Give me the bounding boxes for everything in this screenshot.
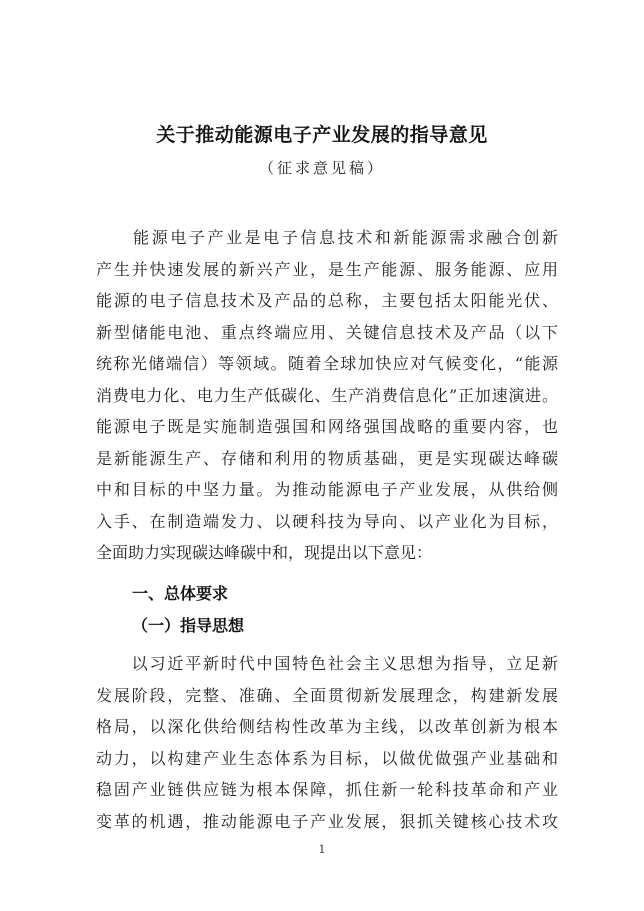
subsection-heading: （一）指导思想 xyxy=(132,616,245,635)
paragraph-line: 动力，以构建产业生态体系为目标，以做优做强产业基础和 xyxy=(96,748,558,768)
paragraph-line: 中和目标的中坚力量。为推动能源电子产业发展，从供给侧 xyxy=(96,480,558,499)
paragraph-line: 统称光储端信）等领域。随着全球加快应对气候变化，“能源 xyxy=(96,354,558,373)
paragraph-line: 新型储能电池、重点终端应用、关键信息技术及产品（以下 xyxy=(96,322,558,342)
paragraph-line: 入手、在制造端发力、以硬科技为导向、以产业化为目标， xyxy=(96,511,558,531)
paragraph-line: 变革的机遇，推动能源电子产业发展，狠抓关键核心技术攻 xyxy=(96,811,558,831)
paragraph-line: 能源电子既是实施制造强国和网络强国战略的重要内容，也 xyxy=(96,417,558,436)
document-title: 关于推动能源电子产业发展的指导意见 xyxy=(156,124,488,146)
paragraph-line: 产生并快速发展的新兴产业，是生产能源、服务能源、应用 xyxy=(96,259,558,279)
paragraph-line: 消费电力化、电力生产低碳化、生产消费信息化”正加速演进。 xyxy=(96,385,558,405)
section-heading: 一、总体要求 xyxy=(132,584,229,603)
paragraph-line: 是新能源生产、存储和利用的物质基础，更是实现碳达峰碳 xyxy=(96,448,558,468)
paragraph-line: 全面助力实现碳达峰碳中和，现提出以下意见： xyxy=(96,543,433,562)
paragraph-line: 能源的电子信息技术及产品的总称，主要包括太阳能光伏、 xyxy=(96,291,558,310)
page-number: 1 xyxy=(318,843,326,856)
paragraph-line: 发展阶段，完整、准确、全面贯彻新发展理念，构建新发展 xyxy=(96,685,558,705)
paragraph-line: 格局，以深化供给侧结构性改革为主线，以改革创新为根本 xyxy=(96,717,558,736)
paragraph-line: 稳固产业链供应链为根本保障，抓住新一轮科技革命和产业 xyxy=(96,780,558,799)
paragraph-line: 以习近平新时代中国特色社会主义思想为指导，立足新 xyxy=(96,654,558,673)
paragraph-line: 能源电子产业是电子信息技术和新能源需求融合创新 xyxy=(96,228,558,247)
document-subtitle: （征求意见稿） xyxy=(258,159,385,177)
